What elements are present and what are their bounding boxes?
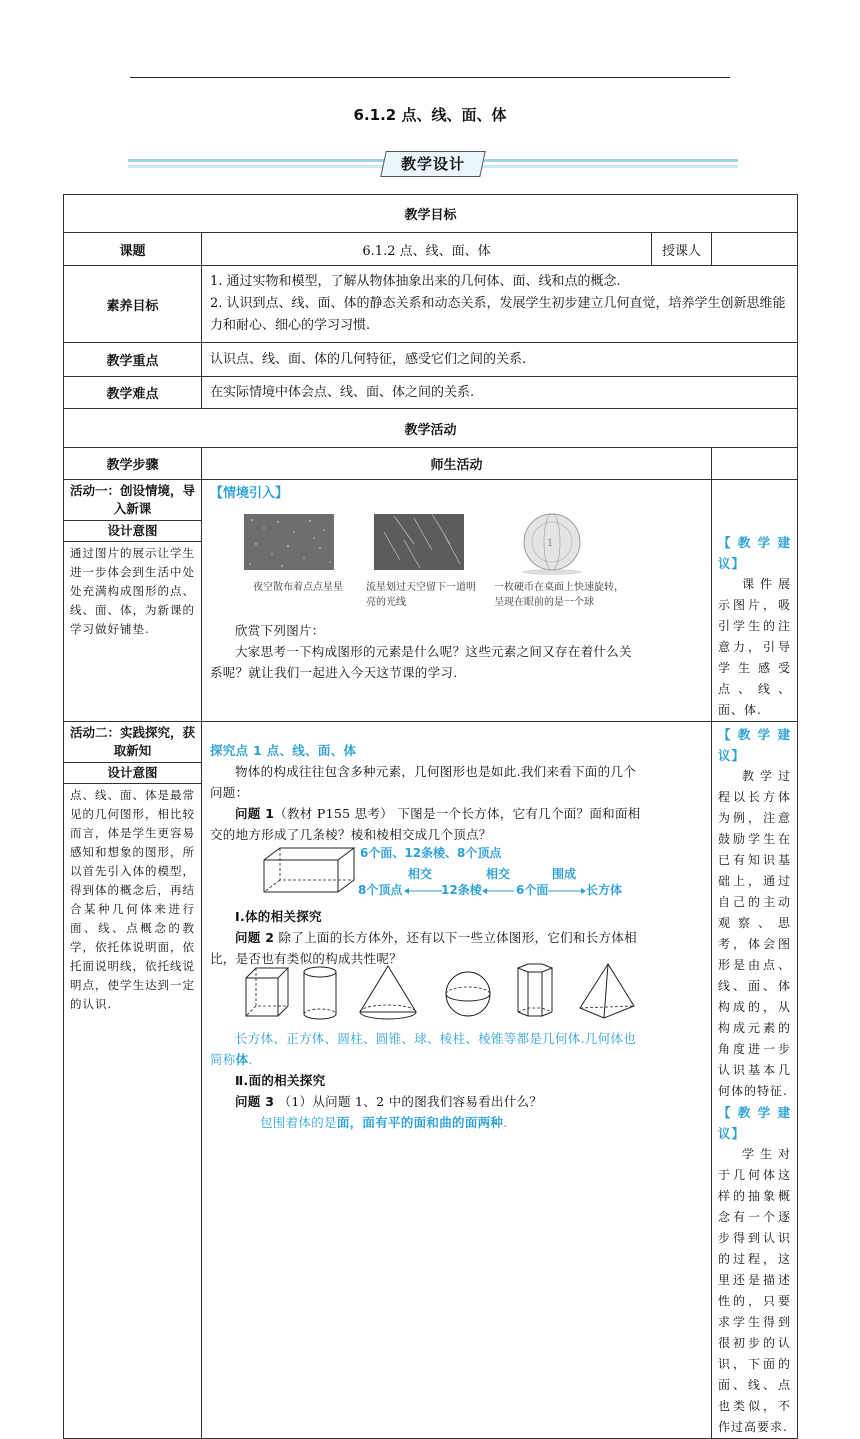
activity1-left: [64, 480, 202, 722]
arrow-icon: [404, 887, 444, 895]
section-banner: [128, 151, 738, 177]
explore-intro: 物体的构成往往包含多种元素，几何图形也是如此.我们来看下面的几个问题：: [210, 764, 637, 800]
chain-verb-1: 相交: [408, 867, 433, 881]
activity1-name: 活动一：创设情境，导入新课: [64, 480, 201, 521]
q3-answer-a: 包围着体的是: [260, 1115, 337, 1130]
spinning-coin-image: [507, 510, 597, 576]
q1-text: （教材 P155 思考） 下图是一个长方体，它有几个面？面和面相交的地方形成了几条棱？棱和棱相交成几个顶点？: [210, 806, 641, 842]
activity2-left: [64, 722, 202, 1439]
activity2-design-label: 设计意图: [64, 763, 201, 784]
question-3: [210, 1091, 642, 1112]
literacy-goals: [202, 266, 798, 343]
q3-answer-c: .: [503, 1115, 508, 1130]
activity2-name: 活动二：实践探究，获取新知: [64, 722, 201, 763]
difficulty-label: 教学难点: [64, 377, 202, 409]
activity1-design-label: 设计意图: [64, 521, 201, 542]
arrow-icon: [548, 887, 586, 895]
caption-meteor: 流星划过天空留下一道明亮的光线: [366, 582, 476, 608]
intro-tag: 【情境引入】: [210, 486, 289, 501]
activity1-p2: 大家思考一下构成图形的元素是什么呢？这些元素之间又存在着什么关系呢？就让我们一起进入今天这节课的学习.: [210, 644, 632, 680]
activity1-suggestion: [712, 480, 798, 722]
key-label: 教学重点: [64, 343, 202, 377]
activity1-design-text: 通过图片的展示让学生进一步体会到生活中处处充满构成图形的点、线、面、体，为新课的学习做好铺垫.: [70, 546, 195, 636]
caption-stars: 夜空散布着点点星星: [253, 582, 343, 593]
cuboid-figure: [262, 846, 358, 896]
suggest-tag-2: 【教学建议】: [718, 727, 792, 763]
solids-figure: [242, 962, 642, 1024]
chain-verb-2: 相交: [486, 867, 511, 881]
teacher-label: 授课人: [652, 233, 712, 266]
activity1-p1: 欣赏下列图片：: [235, 623, 325, 638]
chain-vertices: 8个顶点: [358, 883, 403, 897]
q2-answer-a: 长方体、正方体、圆柱、圆锥、球、棱柱、棱锥等都是几何体.几何体也简称: [210, 1031, 637, 1067]
chain-verb-3: 围成: [552, 867, 577, 881]
caption-coin: 一枚硬币在桌面上快速旋转，呈现在眼前的是一个球: [494, 582, 624, 608]
chain-faces: 6个面: [516, 883, 549, 897]
activity1-content: [202, 480, 712, 722]
meteor-image: [374, 514, 464, 570]
starry-sky-image: [244, 514, 334, 570]
arrow-icon: [482, 887, 516, 895]
cuboid-answer: 6个面、12条棱、8个顶点: [360, 846, 502, 860]
suggest-text-2: 教学过程以长方体为例，注意鼓励学生在已有知识基础上，通过自己的主动观察、思考，体会图形是由点、线、面、体构成的，从构成元素的角度进一步认识基本几何体的特征.: [718, 769, 792, 1098]
explore-title: 探究点 1 点、线、面、体: [210, 743, 357, 758]
suggest-tag-3: 【教学建议】: [718, 1105, 792, 1141]
activities-header: 教学活动: [64, 409, 798, 448]
header-rule: [130, 77, 730, 78]
activity1-text: [210, 620, 640, 683]
q3-answer: [210, 1112, 642, 1133]
question-1: [210, 803, 642, 845]
q2-answer-b: 体: [235, 1052, 249, 1067]
banner-label: 教学设计: [400, 155, 465, 173]
q2-label: 问题 2: [235, 930, 275, 945]
teacher-student-label: 师生活动: [202, 448, 712, 480]
composition-chain: [358, 867, 638, 901]
chain-edges: 12条棱: [441, 883, 482, 897]
objectives-header: 教学目标: [64, 195, 798, 233]
lesson-plan-table: [63, 194, 798, 1439]
q3-answer-b: 面，面有平的面和曲的面两种: [336, 1115, 504, 1130]
svg-text:1: 1: [547, 538, 554, 549]
suggest-tag-1: 【教学建议】: [718, 535, 792, 571]
literacy-goal-1: 1. 通过实物和模型，了解从物体抽象出来的几何体、面、线和点的概念.: [210, 274, 621, 289]
q1-label: 问题 1: [235, 806, 275, 821]
q3-text: （1）从问题 1、2 中的图我们容易看出什么？: [278, 1094, 543, 1109]
section-faces: Ⅱ.面的相关探究: [235, 1073, 326, 1088]
activity2-text-bottom: [210, 1028, 642, 1133]
section-solids: Ⅰ.体的相关探究: [235, 909, 322, 924]
teacher-value: [712, 233, 798, 266]
empty-cell: [712, 448, 798, 480]
activity2-text-top: [210, 740, 642, 845]
q2-answer: [210, 1028, 642, 1070]
topic-value: 6.1.2 点、线、面、体: [202, 233, 652, 266]
q3-label: 问题 3: [235, 1094, 275, 1109]
steps-label: 教学步骤: [64, 448, 202, 480]
activity2-content: [202, 722, 712, 1439]
literacy-goal-2: 2. 认识到点、线、面、体的静态关系和动态关系，发展学生初步建立几何直觉，培养学生创新思维能力和耐心、细心的学习习惯.: [210, 296, 786, 333]
activity2-design-text: 点、线、面、体是最常见的几何图形，相比较而言，体是学生更容易感知和想象的图形，所以首先引入体的模型，得到体的概念后，再结合某种几何体来进行面、线、点概念的教学，依托体说明面，依托面说明线，依托线说明点，使学生达到一定的认识.: [70, 788, 195, 1011]
q2-answer-c: .: [248, 1052, 253, 1067]
suggest-text-1: 课件展示图片，吸引学生的注意力，引导学生感受点、线、面、体.: [718, 577, 792, 717]
chain-cuboid: 长方体: [586, 883, 623, 897]
q2-text: 除了上面的长方体外，还有以下一些立体图形，它们和长方体相比，是否也有类似的构成共性呢？: [210, 930, 637, 966]
activity2-suggestions: [712, 722, 798, 1439]
difficulty-value: 在实际情境中体会点、线、面、体之间的关系.: [202, 377, 798, 409]
key-value: 认识点、线、面、体的几何特征，感受它们之间的关系.: [202, 343, 798, 377]
banner-tag: [380, 151, 486, 177]
literacy-label: 素养目标: [64, 266, 202, 343]
activity2-text-mid: [210, 906, 642, 969]
topic-label: 课题: [64, 233, 202, 266]
suggest-text-3: 学生对于几何体这样的抽象概念有一个逐步得到认识的过程，这里还是描述性的，只要求学生得到很初步的认识，下面的面、线、点也类似，不作过高要求.: [718, 1147, 792, 1434]
page-title: 6.1.2 点、线、面、体: [353, 106, 507, 124]
